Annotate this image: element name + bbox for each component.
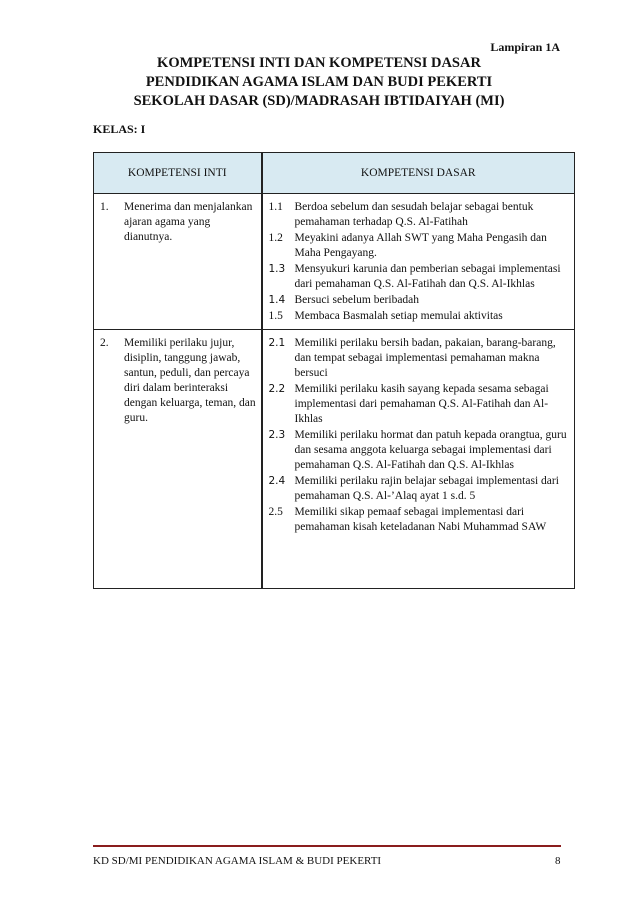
kd-item <box>269 293 571 308</box>
document-title <box>0 54 638 111</box>
table-header-row <box>94 153 575 194</box>
kd-number: 2.1 <box>268 337 286 349</box>
kd-number: 2.3 <box>268 429 286 441</box>
kd-text: Mensyukuri karunia dan pemberian sebagai implementasi dari pemahaman Q.S. Al-Fatihah dan Q.S. Al-Ikhlas <box>294 263 561 290</box>
kd-item <box>269 505 571 535</box>
kd-item <box>269 382 571 427</box>
kd-number: 1.2 <box>268 232 283 244</box>
ki-text: Memiliki perilaku jujur, disiplin, tanggung jawab, santun, peduli, dan percaya diri dalam berinteraksi dengan keluarga, teman, dan guru. <box>124 337 256 424</box>
kd-number: 1.3 <box>268 263 286 275</box>
kd-item <box>269 262 571 292</box>
kd-number: 2.5 <box>268 506 283 518</box>
kd-item <box>269 474 571 504</box>
competency-table <box>93 152 575 589</box>
kd-item <box>269 428 571 473</box>
kd-item <box>269 231 571 261</box>
ki-text: Menerima dan menjalankan ajaran agama yang dianutnya. <box>124 201 253 243</box>
kd-text: Memiliki perilaku kasih sayang kepada sesama sebagai implementasi dari pemahaman Q.S. Al-Fatihah dan Al-Ikhlas <box>294 383 549 425</box>
ki-number: 1. <box>100 201 109 213</box>
kd-number: 2.4 <box>268 475 286 487</box>
table-row <box>94 330 575 589</box>
header-kompetensi-inti: KOMPETENSI INTI <box>94 153 262 194</box>
class-label: KELAS: I <box>93 122 146 136</box>
kd-number: 1.4 <box>268 294 286 306</box>
kd-item <box>269 309 571 324</box>
ki-cell <box>94 194 262 330</box>
kd-item <box>269 336 571 381</box>
kd-item <box>269 200 571 230</box>
kd-text: Memiliki perilaku hormat dan patuh kepada orangtua, guru dan sesama anggota keluarga sebagai implementasi dari pemahaman Q.S. Al-Fatihah dan Q.S. Al-Ikhlas <box>294 429 567 471</box>
kd-number: 2.2 <box>268 383 286 395</box>
ki-number: 2. <box>100 337 109 349</box>
appendix-label: Lampiran 1A <box>490 40 560 54</box>
footer-divider <box>93 845 561 847</box>
page-number: 8 <box>555 855 561 867</box>
kd-text: Memiliki sikap pemaaf sebagai implementasi dari pemahaman kisah keteladanan Nabi Muhammad SAW <box>294 506 547 533</box>
kd-cell <box>262 194 575 330</box>
kd-text: Membaca Basmalah setiap memulai aktivitas <box>294 310 503 322</box>
kd-number: 1.1 <box>268 201 283 213</box>
kd-text: Meyakini adanya Allah SWT yang Maha Pengasih dan Maha Pengayang. <box>294 232 547 259</box>
title-line-3: SEKOLAH DASAR (SD)/MADRASAH IBTIDAIYAH (MI) <box>133 93 505 109</box>
title-line-2: PENDIDIKAN AGAMA ISLAM DAN BUDI PEKERTI <box>145 74 493 90</box>
ki-cell <box>94 330 262 589</box>
kd-cell <box>262 330 575 589</box>
header-kompetensi-dasar: KOMPETENSI DASAR <box>262 153 575 194</box>
kd-text: Bersuci sebelum beribadah <box>294 294 420 306</box>
kd-number: 1.5 <box>268 310 283 322</box>
title-line-1: KOMPETENSI INTI DAN KOMPETENSI DASAR <box>157 55 481 71</box>
footer-document-name: KD SD/MI PENDIDIKAN AGAMA ISLAM & BUDI PEKERTI <box>93 855 382 867</box>
kd-text: Memiliki perilaku bersih badan, pakaian, barang-barang, dan tempat sebagai implementasi pemahaman makna bersuci <box>294 337 556 379</box>
kd-text: Berdoa sebelum dan sesudah belajar sebagai bentuk pemahaman terhadap Q.S. Al-Fatihah <box>294 201 534 228</box>
table-row <box>94 194 575 330</box>
kd-text: Memiliki perilaku rajin belajar sebagai implementasi dari pemahaman Q.S. Al-’Alaq ayat 1 s.d. 5 <box>294 475 559 502</box>
